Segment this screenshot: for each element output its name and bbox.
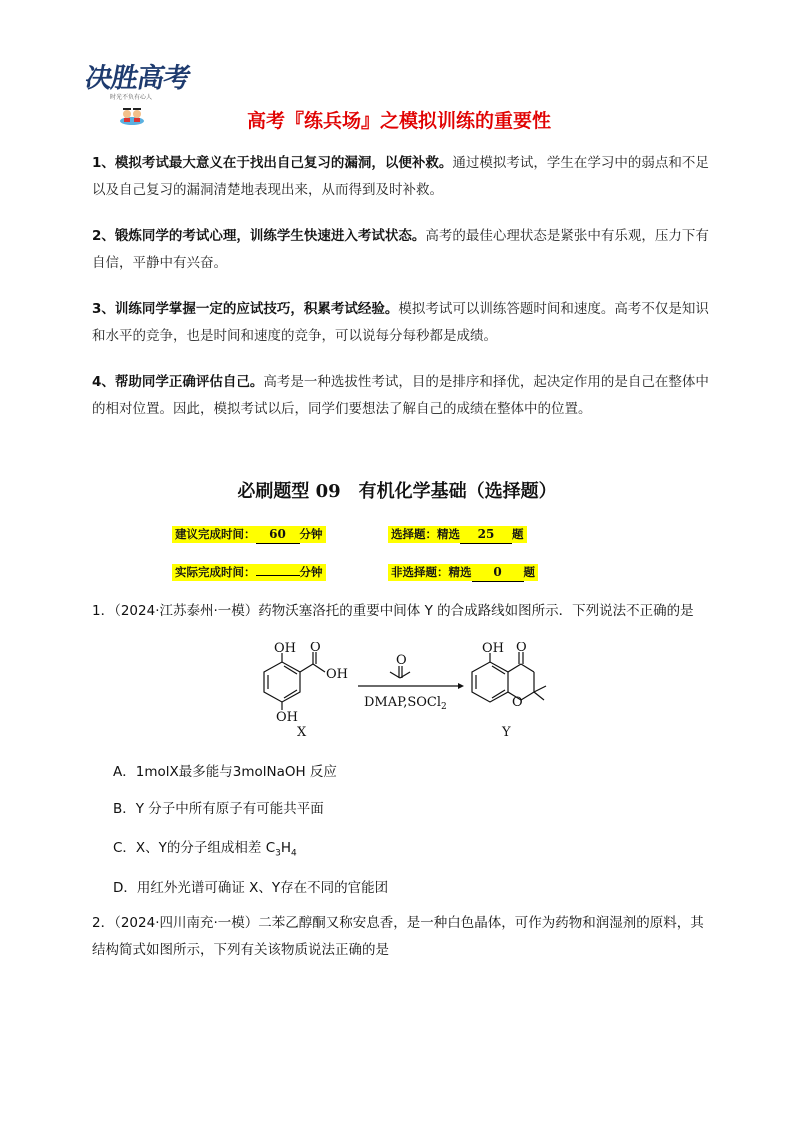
intro-paragraph-1: [92, 150, 712, 204]
intro-2-bold: 2、锻炼同学的考试心理，训练学生快速进入考试状态。: [92, 228, 426, 244]
reaction-arrow-head: [458, 683, 464, 689]
intro-paragraph-2: [92, 223, 712, 277]
choice-count: [388, 526, 527, 543]
actual-time-value: [256, 575, 300, 576]
suggested-time-unit: 分钟: [299, 527, 323, 541]
x-oh-bottom: OH: [276, 710, 298, 725]
choice-count-unit: 题: [512, 527, 524, 541]
intro-paragraph-3: [92, 296, 712, 350]
intro-4-bold: 4、帮助同学正确评估自己。: [92, 374, 264, 390]
y-label: Y: [502, 725, 511, 740]
y-ring-o: O: [512, 695, 523, 710]
compound-y-structure: [472, 652, 546, 702]
actual-time-label: 实际完成时间：: [175, 565, 256, 579]
suggested-time-value: 60: [256, 526, 300, 544]
logo-subtitle: 时光不负有心人: [110, 94, 153, 101]
actual-time-unit: 分钟: [299, 565, 323, 579]
x-label: X: [297, 725, 307, 740]
page-title: 高考『练兵场』之模拟训练的重要性: [246, 110, 551, 132]
nonchoice-count: [388, 564, 538, 581]
option-b[interactable]: B．Y 分子中所有原子有可能共平面: [113, 801, 324, 817]
intro-2-text: 高考的最佳心理状态是紧张中有乐观，压力下有自信，平静中有兴奋。: [92, 228, 709, 271]
x-oh-top: OH: [274, 642, 296, 656]
y-carbonyl-o: O: [516, 642, 527, 655]
y-oh: OH: [482, 642, 504, 656]
compound-x-structure: [264, 652, 325, 710]
intro-paragraph-4: [92, 369, 712, 423]
suggested-time: [172, 526, 326, 543]
nonchoice-count-unit: 题: [523, 565, 535, 579]
intro-1-bold: 1、模拟考试最大意义在于找出自己复习的漏洞，以便补救。: [92, 155, 453, 171]
option-a[interactable]: A．1molX最多能与3molNaOH 反应: [113, 764, 337, 780]
nonchoice-count-value: 0: [472, 564, 524, 582]
suggested-time-label: 建议完成时间：: [175, 527, 256, 541]
reaction-scheme: [250, 642, 550, 742]
question-1-stem: 1．（2024·江苏泰州·一模）药物沃塞洛托的重要中间体 Y 的合成路线如图所示．下列说法不正确的是: [92, 603, 694, 619]
actual-time: [172, 564, 326, 581]
section-title: 必刷题型 09 有机化学基础（选择题）: [237, 481, 557, 502]
choice-count-label: 选择题：精选: [391, 527, 460, 541]
logo-text: 决胜高考: [82, 63, 193, 94]
x-oh-acid: OH: [326, 667, 348, 682]
option-c[interactable]: C．X、Y的分子组成相差 $C_3H_4$: [113, 840, 297, 859]
nonchoice-count-label: 非选择题：精选: [391, 565, 472, 579]
intro-1-text: 通过模拟考试，学生在学习中的弱点和不足以及自己复习的漏洞清楚地表现出来，从而得到及时补救。: [92, 155, 709, 198]
reagents-text: DMAP,SOCl$_2$: [364, 695, 447, 712]
acetone-o: O: [396, 653, 407, 668]
intro-4-text: 高考是一种选拔性考试，目的是排序和择优，起决定作用的是自己在整体中的相对位置。因此，模拟考试以后，同学们要想法了解自己的成绩在整体中的位置。: [92, 374, 709, 417]
intro-3-bold: 3、训练同学掌握一定的应试技巧，积累考试经验。: [92, 301, 399, 317]
x-carbonyl-o: O: [310, 642, 321, 655]
question-2-stem: 2．（2024·四川南充·一模）二苯乙醇酮又称安息香，是一种白色晶体，可作为药物和润湿剂的原料，其结构简式如图所示，下列有关该物质说法正确的是: [92, 915, 704, 958]
choice-count-value: 25: [460, 526, 512, 544]
intro-3-text: 模拟考试可以训练答题时间和速度。高考不仅是知识和水平的竞争，也是时间和速度的竞争，可以说每分每秒都是成绩。: [92, 301, 709, 344]
option-d[interactable]: D．用红外光谱可确证 X、Y存在不同的官能团: [113, 880, 389, 896]
